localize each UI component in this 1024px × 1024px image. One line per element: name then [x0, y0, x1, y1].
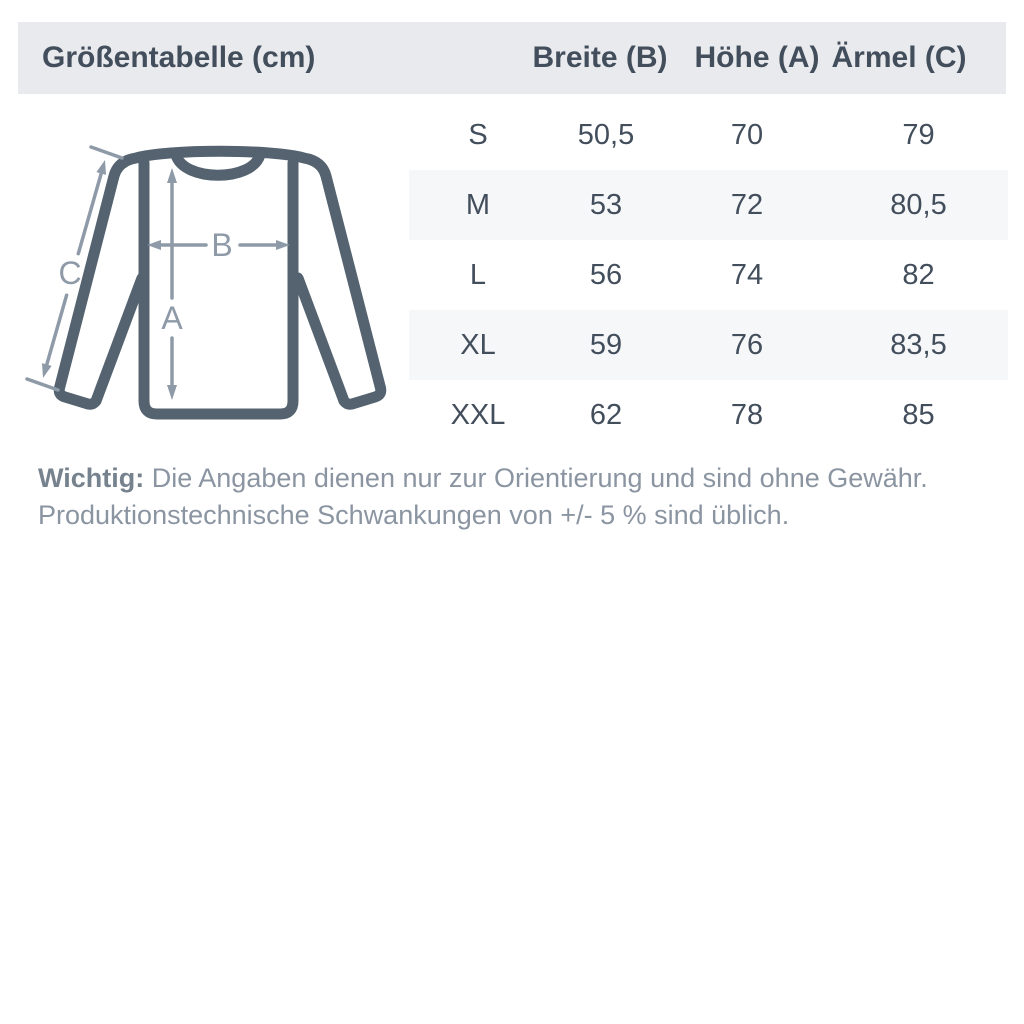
- table-header-bar: [18, 22, 1006, 94]
- disclaimer-text-2: Produktionstechnische Schwankungen von +/- 5 % sind üblich.: [38, 500, 790, 530]
- sweater-outline: [59, 151, 381, 404]
- disclaimer-note: [38, 460, 998, 534]
- size-diagram: [20, 130, 420, 430]
- width-label: B: [211, 227, 233, 263]
- hoehe-cell: 70: [730, 118, 764, 151]
- sweater-torso-outline: [144, 163, 293, 414]
- breite-cell: 62: [589, 398, 623, 431]
- size-cell: XXL: [450, 398, 506, 431]
- page-title: Größentabelle (cm): [42, 41, 316, 74]
- breite-cell: 50,5: [577, 118, 635, 151]
- size-cell: XL: [460, 328, 496, 361]
- disclaimer-line-1: [38, 460, 998, 497]
- hoehe-cell: 74: [730, 258, 764, 291]
- width-dimension-arrow: [147, 227, 290, 263]
- aermel-cell: 82: [902, 258, 935, 291]
- sleeve-label: C: [58, 255, 82, 291]
- disclaimer-text-1: Die Angaben dienen nur zur Orientierung und sind ohne Gewähr.: [151, 463, 928, 493]
- size-cell: S: [468, 118, 488, 151]
- table-row-m: [409, 170, 1008, 240]
- size-table: [409, 100, 1008, 450]
- size-cell: L: [469, 258, 487, 291]
- breite-cell: 59: [589, 328, 623, 361]
- breite-cell: 56: [589, 258, 623, 291]
- size-cell: M: [465, 188, 491, 221]
- hoehe-cell: 72: [730, 188, 764, 221]
- table-row-xl: [409, 310, 1008, 380]
- aermel-cell: 79: [902, 118, 935, 151]
- column-header-aermel: Ärmel (C): [831, 41, 967, 74]
- breite-cell: 53: [589, 188, 623, 221]
- hoehe-cell: 78: [730, 398, 764, 431]
- height-dimension-arrow: [161, 168, 183, 400]
- sweater-collar: [176, 155, 260, 175]
- disclaimer-line-2: [38, 497, 998, 534]
- table-row-s: [409, 100, 1008, 170]
- column-header-hoehe: Höhe (A): [694, 41, 820, 74]
- aermel-cell: 85: [902, 398, 935, 431]
- disclaimer-prefix: Wichtig:: [38, 463, 145, 493]
- aermel-cell: 80,5: [890, 188, 947, 221]
- column-header-breite: Breite (B): [532, 41, 668, 74]
- table-row-xxl: [409, 380, 1008, 450]
- table-row-l: [409, 240, 1008, 310]
- height-label: A: [161, 300, 183, 336]
- aermel-cell: 83,5: [890, 328, 947, 361]
- hoehe-cell: 76: [730, 328, 764, 361]
